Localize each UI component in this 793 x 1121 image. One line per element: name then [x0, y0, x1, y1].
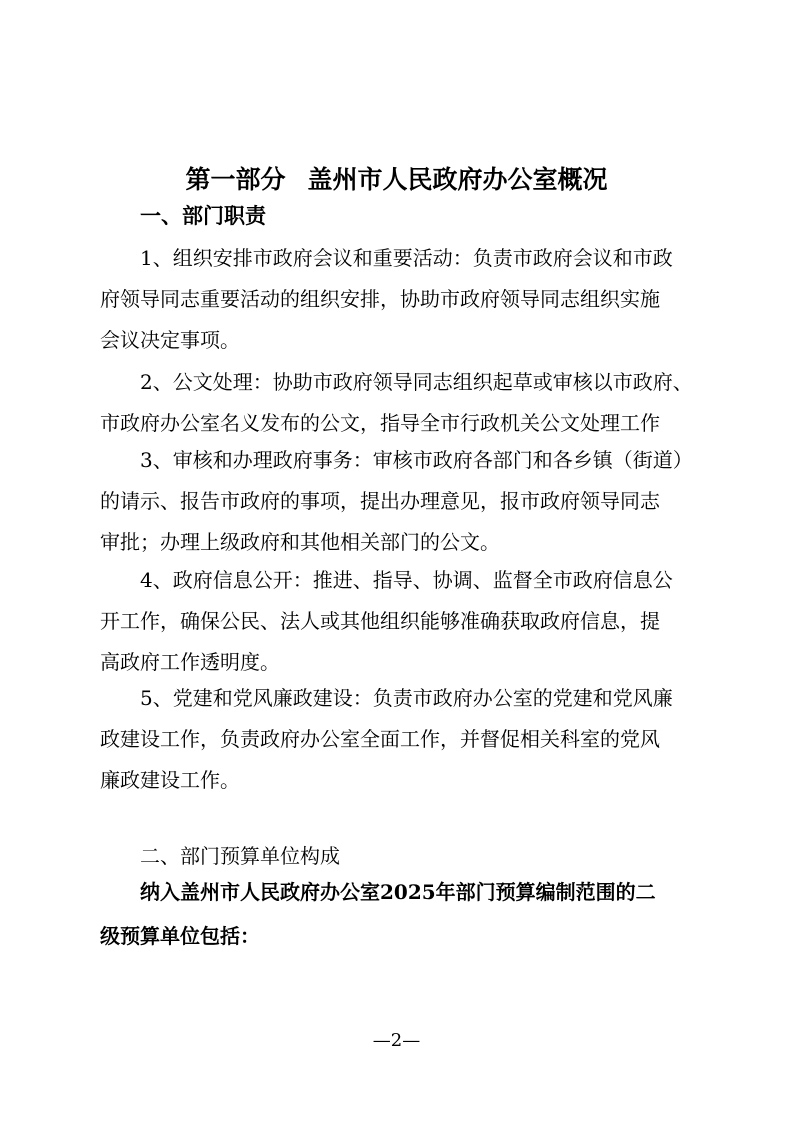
duty-item-2	[100, 362, 702, 444]
duty-item-5	[100, 678, 702, 801]
title-part: 第一部分	[185, 165, 286, 194]
duty-item-3-line: 3、审核和办理政府事务：审核市政府各部门和各乡镇（街道）	[140, 448, 693, 472]
duty-item-5-line: 政建设工作，负责政府办公室全面工作，并督促相关科室的党风	[100, 727, 660, 751]
units-line: 级预算单位包括：	[100, 924, 260, 948]
duty-item-3-line: 的请示、报告市政府的事项，提出办理意见，报市政府领导同志	[100, 489, 660, 513]
title-name: 盖州市人民政府办公室概况	[307, 165, 608, 194]
duty-item-3	[100, 440, 702, 563]
duty-item-5-line: 5、党建和党风廉政建设：负责市政府办公室的党建和党风廉	[140, 686, 673, 710]
duty-item-4	[100, 560, 702, 683]
duty-item-5-line: 廉政建设工作。	[100, 768, 240, 792]
duty-item-1	[100, 238, 702, 361]
section-heading-units: 二、部门预算单位构成	[140, 844, 340, 868]
duty-item-2-line: 2、公文处理：协助市政府领导同志组织起草或审核以市政府、	[140, 370, 693, 394]
duty-item-1-line: 1、组织安排市政府会议和重要活动：负责市政府会议和市政	[140, 246, 673, 270]
units-line: 纳入盖州市人民政府办公室2025年部门预算编制范围的二	[140, 880, 656, 904]
page-number: —2—	[372, 1030, 421, 1051]
duty-item-4-line: 4、政府信息公开：推进、指导、协调、监督全市政府信息公	[140, 568, 673, 592]
duty-item-3-line: 审批；办理上级政府和其他相关部门的公文。	[100, 530, 500, 554]
duty-item-1-line: 会议决定事项。	[100, 328, 240, 352]
duty-item-4-line: 开工作，确保公民、法人或其他组织能够准确获取政府信息，提	[100, 609, 660, 633]
section-heading-duties: 一、部门职责	[140, 204, 266, 228]
duty-item-2-line: 市政府办公室名义发布的公文，指导全市行政机关公文处理工作	[100, 411, 660, 435]
duty-item-4-line: 高政府工作透明度。	[100, 650, 280, 674]
page-title	[0, 160, 793, 200]
units-paragraph	[100, 870, 702, 958]
duty-item-1-line: 府领导同志重要活动的组织安排，协助市政府领导同志组织实施	[100, 287, 660, 311]
